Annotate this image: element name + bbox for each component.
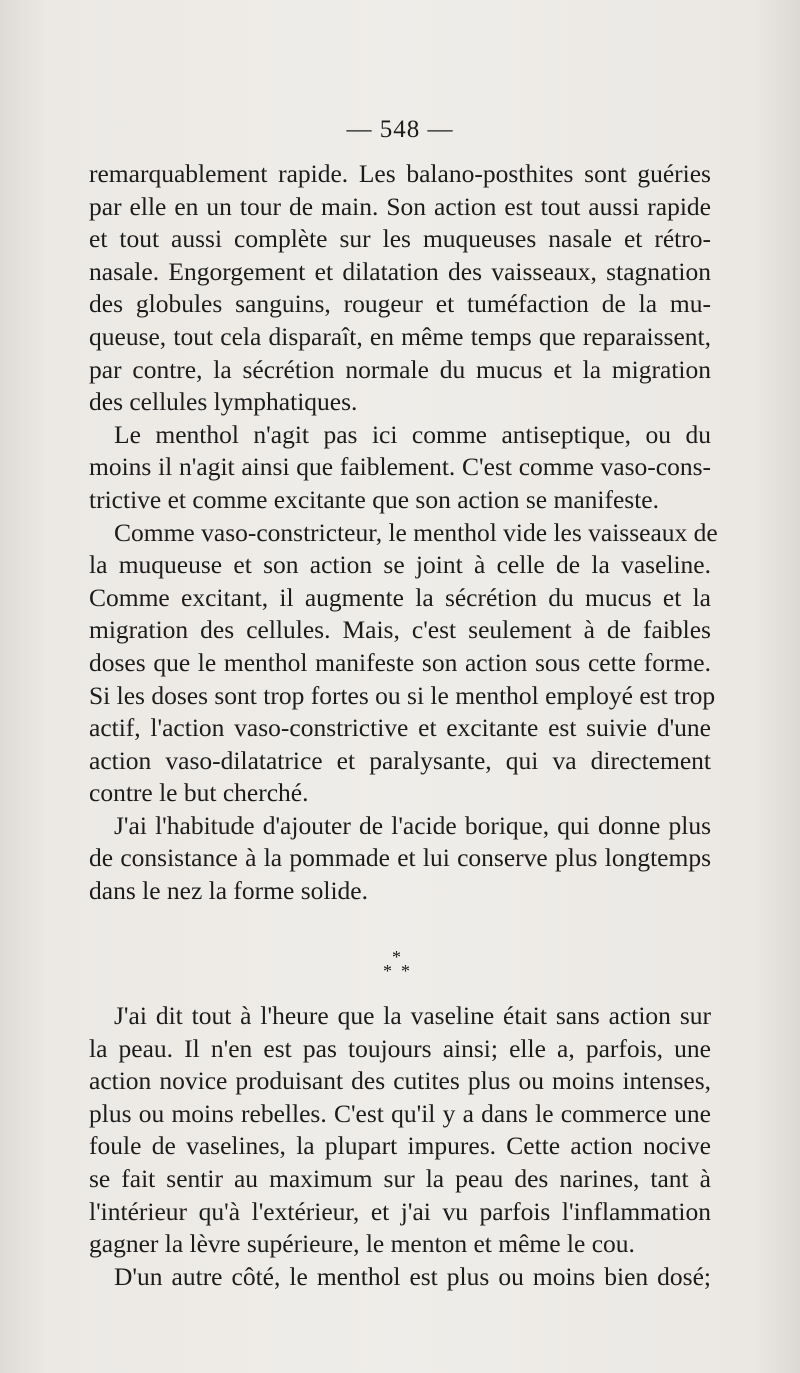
text-line: Le menthol n'agit pas ici comme antiseptique, ou du	[114, 419, 711, 449]
text-line: contre le but cherché.	[89, 778, 309, 808]
asterisk: *	[401, 961, 410, 981]
page-number: — 548 —	[346, 116, 454, 143]
text-line: et tout aussi complète sur les muqueuses nasale et rétro-	[89, 224, 711, 254]
text-line: moins il n'agit ainsi que faiblement. C'est comme vaso-cons-	[89, 452, 711, 482]
text-line: queuse, tout cela disparaît, en même temps que reparaissent,	[89, 321, 711, 351]
text-line: action novice produisant des cutites plus ou moins intenses,	[89, 1066, 711, 1096]
text-line: Si les doses sont trop fortes ou si le menthol employé est trop	[89, 680, 716, 710]
text-line: des cellules lymphatiques.	[89, 387, 358, 417]
text-line: se fait sentir au maximum sur la peau des narines, tant à	[89, 1163, 711, 1193]
text-line: l'intérieur qu'à l'extérieur, et j'ai vu parfois l'inflammation	[89, 1196, 711, 1226]
text-block-second	[89, 1000, 711, 1293]
text-line: remarquablement rapide. Les balano-posthites sont guéries	[89, 159, 711, 188]
text-line: de consistance à la pommade et lui conserve plus longtemps	[89, 843, 711, 873]
text-line: gagner la lèvre supérieure, le menton et même le cou.	[89, 1229, 635, 1259]
text-line: la muqueuse et son action se joint à celle de la vaseline.	[89, 550, 711, 580]
text-line: Comme vaso-constricteur, le menthol vide les vaisseaux de	[114, 517, 718, 547]
text-line: doses que le menthol manifeste son action sous cette forme.	[89, 647, 711, 677]
text-line: par contre, la sécrétion normale du mucus et la migration	[89, 354, 711, 384]
text-line: plus ou moins rebelles. C'est qu'il y a dans le commerce une	[89, 1098, 711, 1128]
asterisk: *	[392, 947, 401, 967]
text-line: J'ai dit tout à l'heure que la vaseline était sans action sur	[114, 1001, 711, 1030]
text-line: migration des cellules. Mais, c'est seulement à de faibles	[89, 615, 711, 645]
text-line: nasale. Engorgement et dilatation des vaisseaux, stagnation	[89, 256, 711, 286]
text-line: foule de vaselines, la plupart impures. Cette action nocive	[89, 1131, 711, 1161]
text-line: actif, l'action vaso-constrictive et excitante est suivie d'une	[89, 713, 711, 743]
text-line: action vaso-dilatatrice et paralysante, qui va directement	[89, 745, 711, 775]
text-line: J'ai l'habitude d'ajouter de l'acide borique, qui donne plus	[114, 810, 711, 840]
text-line: trictive et comme excitante que son action se manifeste.	[89, 484, 659, 514]
text-block-main	[89, 158, 718, 908]
text-line: dans le nez la forme solide.	[89, 876, 368, 906]
text-line: la peau. Il n'en est pas toujours ainsi; elle a, parfois, une	[89, 1033, 711, 1063]
text-line: Comme excitant, il augmente la sécrétion du mucus et la	[89, 582, 711, 612]
text-line: par elle en un tour de main. Son action est tout aussi rapide	[89, 191, 711, 221]
text-line: des globules sanguins, rougeur et tuméfaction de la mu-	[89, 289, 711, 319]
asterisk: *	[383, 961, 392, 981]
asterism-separator	[370, 948, 430, 984]
text-line: D'un autre côté, le menthol est plus ou moins bien dosé;	[114, 1261, 711, 1291]
